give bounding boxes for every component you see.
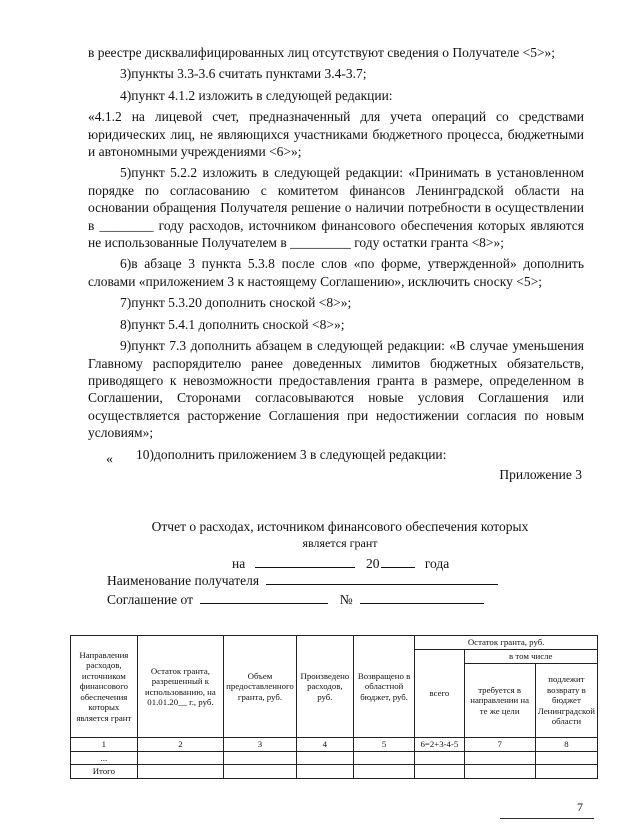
header-including: в том числе <box>464 650 597 664</box>
paragraph-item-8: 8)пункт 5.4.1 дополнить сноской <8>»; <box>120 316 345 332</box>
col-number-7: 7 <box>464 738 535 752</box>
ellipsis-cell: ... <box>71 751 138 765</box>
table-row-total <box>71 765 598 779</box>
document-body <box>88 44 584 467</box>
header-required: требуется в направлении на те же цели <box>464 664 535 738</box>
date-blank <box>255 555 355 568</box>
col-number-3: 3 <box>224 738 297 752</box>
agreement-date-blank <box>200 591 328 604</box>
col-number-6: 6=2+3-4-5 <box>415 738 464 752</box>
header-balance-group: Остаток гранта, руб. <box>415 636 598 650</box>
agreement-line <box>107 591 484 608</box>
recipient-label: Наименование получателя <box>107 573 260 588</box>
report-title <box>90 518 590 552</box>
page-number: 7 <box>577 800 583 814</box>
year-suffix: года <box>424 556 450 571</box>
paragraph-clause-4-1-2: «4.1.2 на лицевой счет, предназначенный для учета операций со средствами юридических лиц, не являющихся участниками бюджетного процесса, бюджетными и автономными учреждениями <6>»; <box>88 109 584 160</box>
header-volume: Объем предоставленного гранта, руб. <box>224 636 297 738</box>
paragraph-registry: в реестре дисквалифицированных лиц отсутствуют сведения о Получателе <5>»; <box>88 45 556 60</box>
opening-quote: « <box>106 452 113 467</box>
header-total: всего <box>415 650 464 738</box>
paragraph-item-3: 3)пункты 3.3-3.6 считать пунктами 3.4-3.7; <box>120 66 367 82</box>
paragraph-item-6: 6)в абзаце 3 пункта 5.3.8 после слов «по форме, утвержденной» дополнить словами «приложением 3 к настоящему Соглашению», исключить сноску <5>; <box>88 256 584 289</box>
appendix-label: Приложение 3 <box>499 467 582 482</box>
header-direction: Направления расходов, источником финансового обеспечения которых является грант <box>71 636 138 738</box>
report-date-line <box>232 555 449 572</box>
paragraph-item-9: 9)пункт 7.3 дополнить абзацем в следующей редакции: «В случае уменьшения Главному распорядителю ранее доведенных лимитов бюджетных обязательств, приводящего к невозможности предоставления гранта в размере, определенном в Соглашении, Сторонами согласовываются новые условия Соглашения или осуществляется расторжение Соглашения при недостижении согласия по новым условиям»; <box>88 338 584 441</box>
table-row-ellipsis <box>71 751 598 765</box>
col-number-2: 2 <box>137 738 223 752</box>
date-on-label: на <box>232 556 246 571</box>
header-balance-allowed: Остаток гранта, разрешенный к использованию, на 01.01.20__ г., руб. <box>137 636 223 738</box>
agreement-number-blank <box>360 591 484 604</box>
header-spent: Произведено расходов, руб. <box>296 636 353 738</box>
recipient-line <box>107 572 498 589</box>
agreement-label: Соглашение от <box>107 592 194 607</box>
paragraph-item-7: 7)пункт 5.3.20 дополнить сноской <8>»; <box>120 295 352 311</box>
year-blank <box>381 555 415 568</box>
col-number-8: 8 <box>535 738 597 752</box>
total-row-label: Итого <box>71 765 138 779</box>
col-number-4: 4 <box>296 738 353 752</box>
report-table <box>70 635 598 779</box>
report-title-line1: Отчет о расходах, источником финансового обеспечения которых <box>151 519 529 534</box>
recipient-blank <box>266 572 498 585</box>
col-number-1: 1 <box>71 738 138 752</box>
table-row-numbers <box>71 738 598 752</box>
footer-line <box>500 818 594 819</box>
paragraph-item-4: 4)пункт 4.1.2 изложить в следующей редакции: <box>120 87 393 103</box>
paragraph-item-10: 10)дополнить приложением 3 в следующей редакции: <box>136 446 447 462</box>
report-title-line2: является грант <box>302 536 378 550</box>
col-number-5: 5 <box>353 738 414 752</box>
paragraph-item-5: 5)пункт 5.2.2 изложить в следующей редакции: «Принимать в установленном порядке по согласованию с комитетом финансов Ленинградской области на основании обращения Получателя решение о наличии потребности в осуществлении в ________ году расходов, источником финансового обеспечения которых являются не использованные Получателем в _________ году остатки гранта <8>»; <box>88 165 584 251</box>
header-to-return: подлежит возврату в бюджет Ленинградской области <box>535 664 597 738</box>
number-sign: № <box>339 592 353 607</box>
header-returned: Возвращено в областной бюджет, руб. <box>353 636 414 738</box>
year-prefix: 20 <box>365 556 380 571</box>
